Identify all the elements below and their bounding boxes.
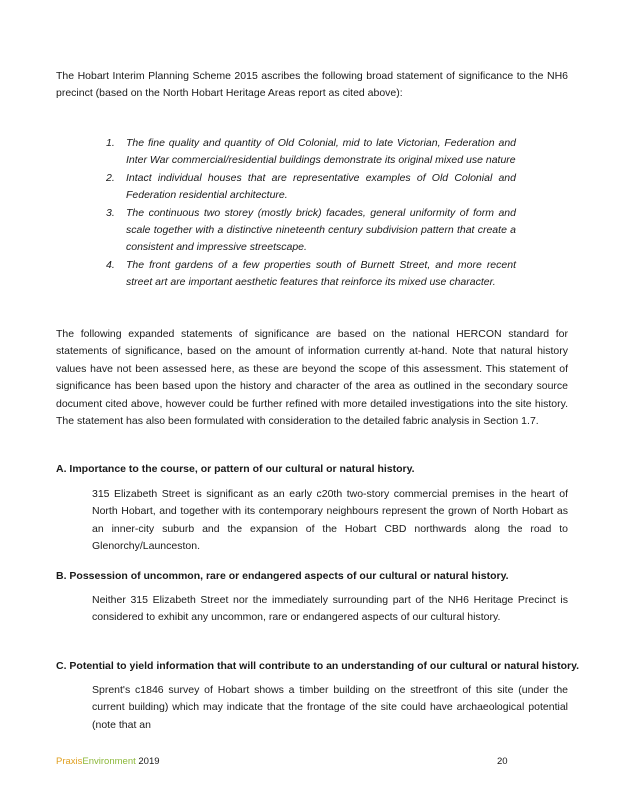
significance-list <box>106 135 516 292</box>
footer-brand <box>56 756 160 767</box>
list-number: 4. <box>106 258 115 271</box>
list-number: 1. <box>106 137 115 149</box>
list-text: The front gardens of a few properties south of Burnett Street, and more recent street art are important aesthetic features that reinforce its mixed use character. <box>126 258 516 289</box>
expanded-statement-paragraph: The following expanded statements of significance are based on the national HERCON standard for statements of significance, based on the amount of information currently at-hand. Note that natural history values have not been assessed here, as these are beyond the scope of this assessment. This statement of significance has been based upon the history and character of the area as outlined in the secondary source document cited above, however could be further refined with more detailed investigations into the site history. The statement has also been formulated with consideration to the detailed fabric analysis in Section 1.7. <box>56 328 568 428</box>
section-a-text: 315 Elizabeth Street is significant as an early c20th two-story commercial premises in the heart of North Hobart, and together with its contemporary neighbours represent the grown of North Hobart as an inner-city suburb and the expansion of the Hobart CBD northwards along the road to Glenorchy/Launceston. <box>92 488 568 553</box>
section-b-text: Neither 315 Elizabeth Street nor the immediately surrounding part of the NH6 Heritage Precinct is considered to exhibit any uncommon, rare or endangered aspects of our cultural history. <box>92 594 568 624</box>
section-b-heading: B. Possession of uncommon, rare or endangered aspects of our cultural or natural history. <box>56 570 509 582</box>
section-c-text: Sprent's c1846 survey of Hobart shows a timber building on the streetfront of this site (under the current building) which may indicate that the frontage of the site could have archaeological potential (note that an <box>92 684 568 731</box>
brand-praxis: Praxis <box>56 756 83 767</box>
section-a-heading: A. Importance to the course, or pattern of our cultural or natural history. <box>56 463 415 475</box>
list-text: Intact individual houses that are representative examples of Old Colonial and Federation residential architecture. <box>126 171 516 202</box>
page-number: 20 <box>497 756 508 767</box>
footer-year: 2019 <box>135 756 160 767</box>
list-number: 3. <box>106 206 115 219</box>
list-text: The fine quality and quantity of Old Colonial, mid to late Victorian, Federation and Inter War commercial/residential buildings demonstrate its original mixed use nature <box>126 137 516 167</box>
list-item <box>106 257 516 292</box>
list-number: 2. <box>106 171 115 184</box>
list-item <box>106 205 516 257</box>
intro-paragraph: The Hobart Interim Planning Scheme 2015 ascribes the following broad statement of significance to the NH6 precinct (based on the North Hobart Heritage Areas report as cited above): <box>56 70 568 100</box>
list-item <box>106 135 516 170</box>
brand-environment: Environment <box>82 756 136 767</box>
section-c-heading: C. Potential to yield information that will contribute to an understanding of our cultural or natural history. <box>56 660 580 672</box>
list-item <box>106 170 516 205</box>
list-text: The continuous two storey (mostly brick) facades, general uniformity of form and scale together with a distinctive nineteenth century subdivision pattern that create a consistent and impressive streetscape. <box>126 206 516 254</box>
